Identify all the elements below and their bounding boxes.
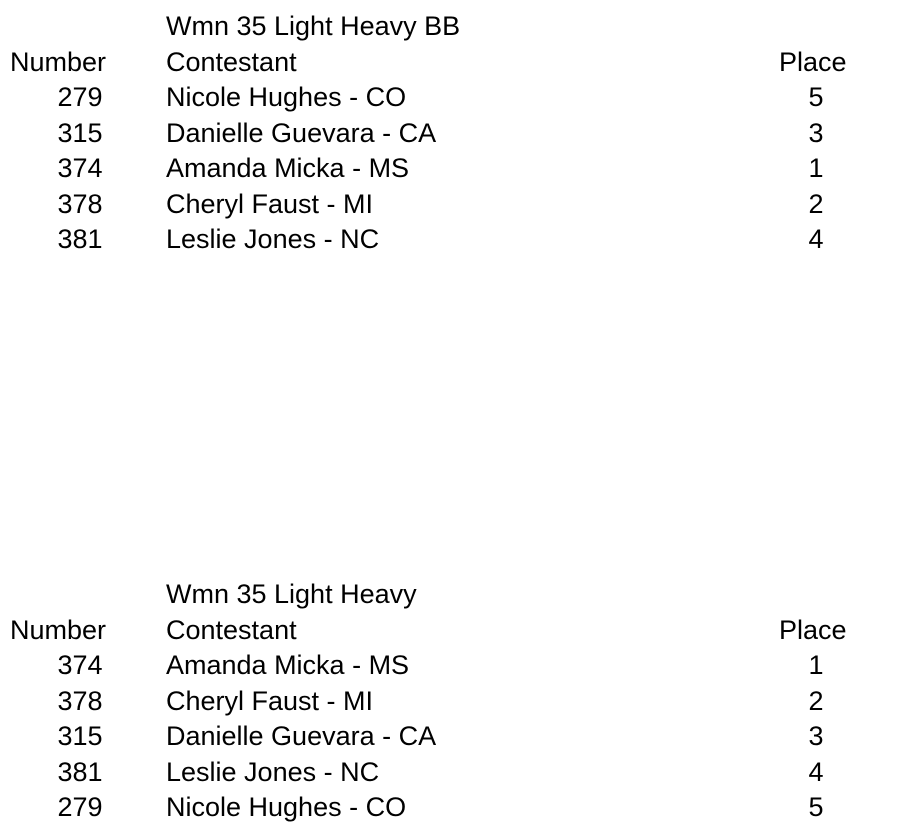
section-title: Wmn 35 Light Heavy xyxy=(166,579,417,609)
table-header-row xyxy=(0,45,900,81)
contestant-number: 279 xyxy=(57,82,103,112)
contestant-name: Danielle Guevara - CA xyxy=(166,721,437,751)
contestant-number: 374 xyxy=(57,153,103,183)
table-row xyxy=(0,116,900,152)
results-section-1 xyxy=(0,9,900,258)
contestant-place: 3 xyxy=(808,117,824,148)
contestant-number: 374 xyxy=(57,650,103,680)
contestant-name: Danielle Guevara - CA xyxy=(166,117,437,148)
contestant-name: Cheryl Faust - MI xyxy=(166,188,374,219)
section-title-row xyxy=(0,577,900,613)
table-row xyxy=(0,151,900,187)
contestant-number: 315 xyxy=(57,721,103,751)
number-column-header: Number xyxy=(10,614,107,645)
contestant-number: 378 xyxy=(57,188,103,219)
contestant-place: 1 xyxy=(808,650,824,680)
contestant-column-header: Contestant xyxy=(166,46,297,77)
contestant-name: Nicole Hughes - CO xyxy=(166,792,407,822)
contestant-name: Cheryl Faust - MI xyxy=(166,685,374,716)
table-row xyxy=(0,187,900,223)
contestant-place: 1 xyxy=(808,153,824,183)
table-row xyxy=(0,684,900,720)
table-row xyxy=(0,755,900,791)
table-row xyxy=(0,719,900,755)
table-row xyxy=(0,790,900,826)
number-column-header: Number xyxy=(10,46,107,77)
contestant-place: 2 xyxy=(808,685,824,716)
contestant-name: Amanda Micka - MS xyxy=(166,153,410,183)
contestant-place: 2 xyxy=(808,188,824,219)
contestant-number: 381 xyxy=(57,756,103,787)
contestant-place: 4 xyxy=(808,756,824,787)
contestant-number: 381 xyxy=(57,224,103,254)
section-title: Wmn 35 Light Heavy BB xyxy=(166,11,461,41)
place-column-header: Place xyxy=(779,46,847,77)
contestant-number: 315 xyxy=(57,117,103,148)
contestant-place: 4 xyxy=(808,224,824,254)
table-row xyxy=(0,222,900,258)
contestant-place: 5 xyxy=(808,792,824,822)
contestant-place: 3 xyxy=(808,721,824,751)
section-title-row xyxy=(0,9,900,45)
contestant-name: Leslie Jones - NC xyxy=(166,224,380,254)
results-section-2 xyxy=(0,577,900,826)
contestant-number: 279 xyxy=(57,792,103,822)
contestant-name: Amanda Micka - MS xyxy=(166,650,410,680)
table-row xyxy=(0,80,900,116)
contestant-place: 5 xyxy=(808,82,824,112)
contestant-number: 378 xyxy=(57,685,103,716)
contestant-name: Nicole Hughes - CO xyxy=(166,82,407,112)
table-row xyxy=(0,648,900,684)
table-header-row xyxy=(0,613,900,649)
place-column-header: Place xyxy=(779,614,847,645)
contestant-name: Leslie Jones - NC xyxy=(166,756,380,787)
contestant-column-header: Contestant xyxy=(166,614,297,645)
